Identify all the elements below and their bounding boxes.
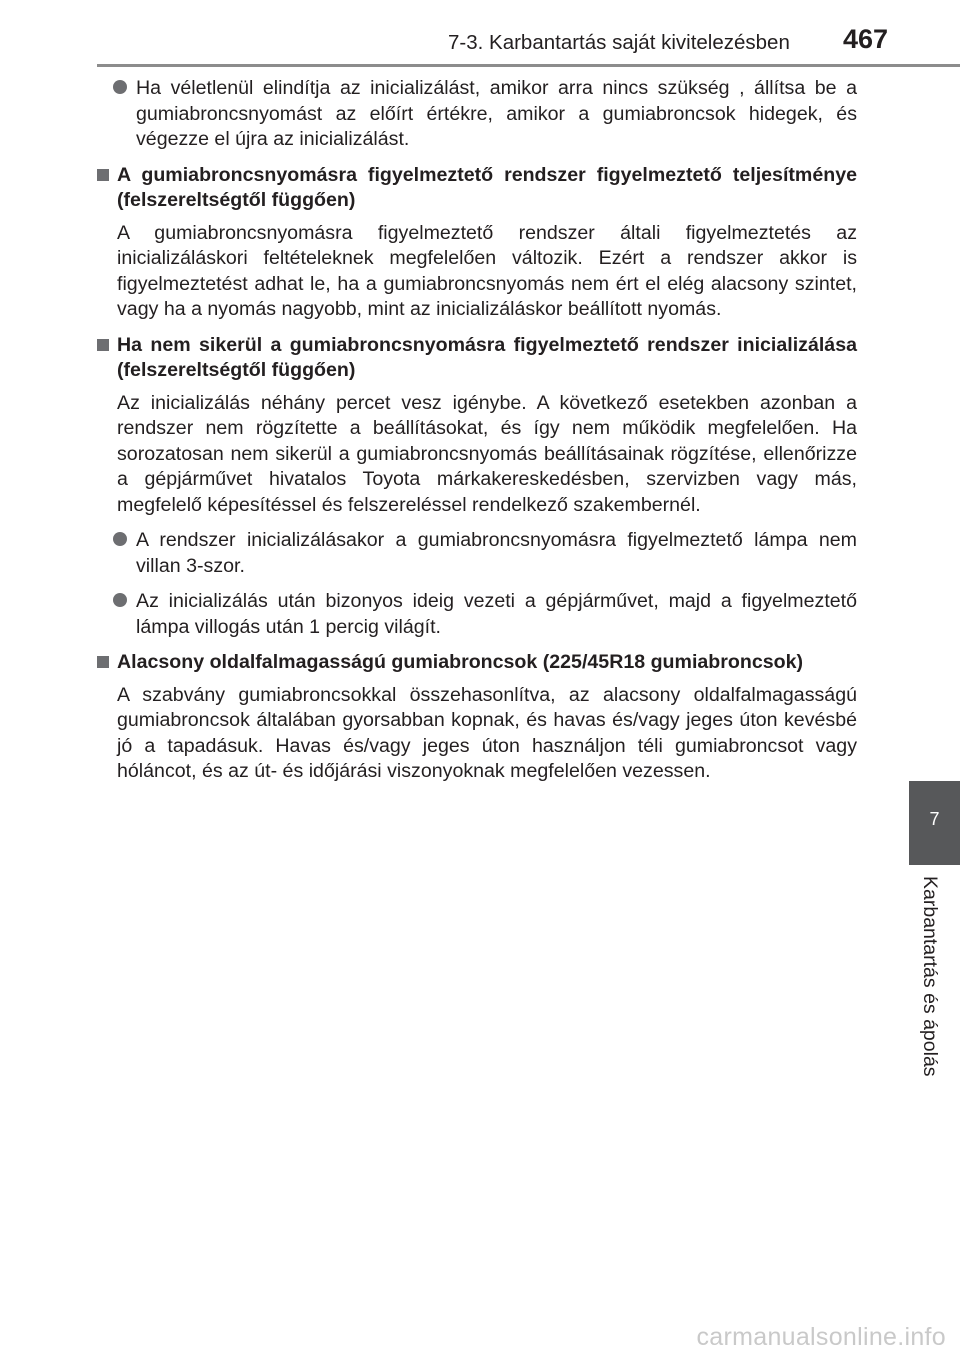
intro-bullet-text: Ha véletlenül elindítja az inicializálást, amikor arra nincs szükség , állítsa be a gumiabroncsnyomást az előírt értékre, amikor a gumiabroncsok hidegek, és végezze el újra az inicializálást. — [136, 77, 857, 150]
header-divider — [97, 64, 960, 67]
list-item-text: A rendszer inicializálásakor a gumiabroncsnyomásra figyelmeztető lámpa nem villan 3-szor. — [136, 529, 857, 577]
section-warning-performance — [97, 163, 857, 323]
bullet-dot-icon — [113, 593, 127, 607]
section-square-icon — [97, 656, 109, 668]
section-initialization-failure — [97, 333, 857, 641]
section-square-icon — [97, 339, 109, 351]
page-number: 467 — [843, 24, 889, 54]
bullet-dot-icon — [113, 532, 127, 546]
list-item — [97, 589, 857, 640]
bullet-dot-icon — [113, 80, 127, 94]
chapter-tab — [909, 781, 960, 865]
chapter-title: 7-3. Karbantartás saját kivitelezésben — [448, 31, 790, 54]
watermark-text: carmanualsonline.info — [696, 1323, 946, 1351]
chapter-tab-label: Karbantartás és ápolás — [919, 876, 941, 1077]
list-item — [97, 528, 857, 579]
section-paragraph: A szabvány gumiabroncsokkal összehasonlítva, az alacsony oldalfalmagasságú gumiabroncsok általában gyorsabban kopnak, és havas és/vagy jeges úton kevésbé jó a tapadásuk. Havas és/vagy jeges úton használjon téli gumiabroncsot vagy hóláncot, és az út- és időjárási viszonyoknak megfelelően vezessen. — [117, 683, 857, 782]
section-low-profile-tires — [97, 650, 857, 785]
chapter-tab-number: 7 — [929, 809, 940, 829]
section-title: Ha nem sikerül a gumiabroncsnyomásra figyelmeztető rendszer inicializálása (felszereltségtől függően) — [117, 333, 857, 381]
section-title: A gumiabroncsnyomásra figyelmeztető rendszer figyelmeztető teljesítménye (felszereltségtől függően) — [117, 163, 857, 211]
list-item-text: Az inicializálás után bizonyos ideig vezeti a gépjárművet, majd a figyelmeztető lámpa villogás után 1 percig világít. — [136, 590, 857, 638]
intro-bullet-item — [97, 76, 857, 153]
section-paragraph: A gumiabroncsnyomásra figyelmeztető rendszer általi figyelmeztetés az inicializáláskori feltételeknek megfelelően változik. Ezért a rendszer akkor is figyelmeztetést adhat le, ha a gumiabroncsnyomás nem ért el elég alacsony szintet, vagy ha a nyomás nagyobb, mint az inicializáláskor beállított nyomás. — [117, 221, 857, 320]
section-paragraph: Az inicializálás néhány percet vesz igénybe. A következő esetekben azonban a rendszer nem rögzítette a beállításokat, és így nem működik megfelelően. Ha sorozatosan nem sikerül a gumiabroncsnyomás beállításainak rögzítése, ellenőrizze a gépjárművet hivatalos Toyota márkakereskedésben, szervizben vagy más, megfelelő képesítéssel és felszereléssel rendelkező szakembernél. — [117, 391, 857, 516]
section-title: Alacsony oldalfalmagasságú gumiabroncsok (225/45R18 gumiabroncsok) — [117, 651, 804, 673]
page-content — [97, 76, 857, 795]
section-square-icon — [97, 169, 109, 181]
